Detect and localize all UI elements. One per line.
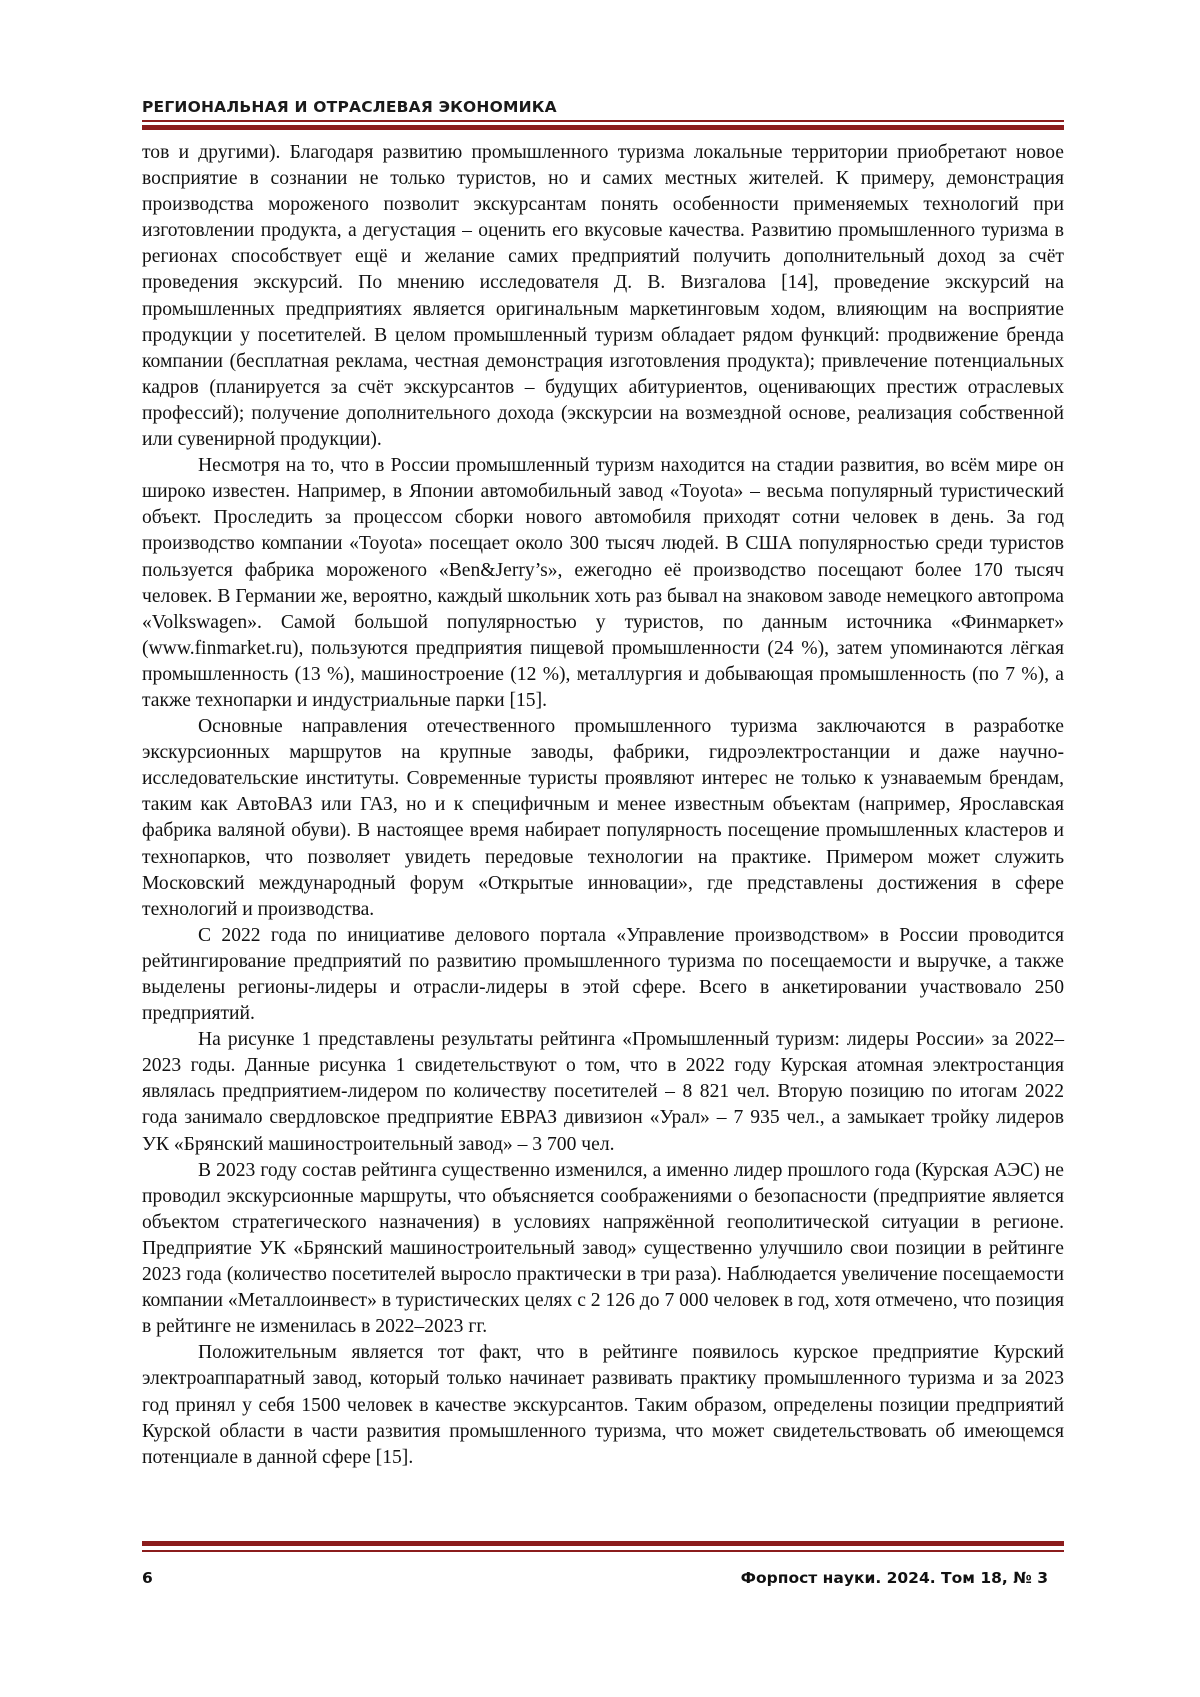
footer-rule-thin xyxy=(142,1550,1064,1552)
page-number: 6 xyxy=(142,1569,153,1587)
paragraph-1: тов и другими). Благодаря развитию промышленного туризма локальные территории приобретают новое восприятие в сознании не только туристов, но и самих местных жителей. К примеру, демонстрация производства мороженого позволит экскурсантам понять особенности применяемых технологий при изготовлении продукта, а дегустация – оценить его вкусовые качества. Развитию промышленного туризма в регионах способствует ещё и желание самих предприятий получить дополнительный доход за счёт проведения экскурсий. По мнению исследователя Д. В. Визгалова [14], проведение экскурсий на промышленных предприятиях является оригинальным маркетинговым ходом, влияющим на восприятие продукции у посетителей. В целом промышленный туризм обладает рядом функций: продвижение бренда компании (бесплатная реклама, честная демонстрация изготовления продукта); привлечение потенциальных кадров (планируется за счёт экскурсантов – будущих абитуриентов, оценивающих престиж отраслевых профессий); получение дополнительного дохода (экскурсии на возмездной основе, реализация собственной или сувенирной продукции). xyxy=(142,140,1064,453)
journal-citation: Форпост науки. 2024. Том 18, № 3 xyxy=(741,1569,1048,1587)
header-rule-thin xyxy=(142,120,1064,122)
paragraph-4: С 2022 года по инициативе делового портала «Управление производством» в России проводится рейтингирование предприятий по развитию промышленного туризма по посещаемости и выручке, а также выделены регионы-лидеры и отрасли-лидеры в этой сфере. Всего в анкетировании участвовало 250 предприятий. xyxy=(142,923,1064,1027)
header-rule-thick xyxy=(142,125,1064,130)
paragraph-6: В 2023 году состав рейтинга существенно изменился, а именно лидер прошлого года (Курская АЭС) не проводил экскурсионные маршруты, что объясняется соображениями о безопасности (предприятие является объектом стратегического назначения) в условиях напряжённой геополитической ситуации в регионе. Предприятие УК «Брянский машиностроительный завод» существенно улучшило свои позиции в рейтинге 2023 года (количество посетителей выросло практически в три раза). Наблюдается увеличение посещаемости компании «Металлоинвест» в туристических целях с 2 126 до 7 000 человек в год, хотя отмечено, что позиция в рейтинге не изменилась в 2022–2023 гг. xyxy=(142,1158,1064,1341)
paragraph-2: Несмотря на то, что в России промышленный туризм находится на стадии развития, во всём мире он широко известен. Например, в Японии автомобильный завод «Toyota» – весьма популярный туристический объект. Проследить за процессом сборки нового автомобиля приходят сотни человек в день. За год производство компании «Toyota» посещает около 300 тысяч людей. В США популярностью среди туристов пользуется фабрика мороженого «Ben&Jerry’s», ежегодно её производство посещают более 170 тысяч человек. В Германии же, вероятно, каждый школьник хоть раз бывал на знаковом заводе немецкого автопрома «Volkswagen». Самой большой популярностью у туристов, по данным источника «Финмаркет» (www.finmarket.ru), пользуются предприятия пищевой промышленности (24 %), затем упоминаются лёгкая промышленность (13 %), машиностроение (12 %), металлургия и добывающая промышленность (по 7 %), а также технопарки и индустриальные парки [15]. xyxy=(142,453,1064,714)
article-body xyxy=(142,140,1064,1471)
running-header-title: РЕГИОНАЛЬНАЯ И ОТРАСЛЕВАЯ ЭКОНОМИКА xyxy=(142,98,557,116)
paragraph-5: На рисунке 1 представлены результаты рейтинга «Промышленный туризм: лидеры России» за 2022–2023 годы. Данные рисунка 1 свидетельствуют о том, что в 2022 году Курская атомная электростанция являлась предприятием-лидером по количеству посетителей – 8 821 чел. Вторую позицию по итогам 2022 года занимало свердловское предприятие ЕВРАЗ дивизион «Урал» – 7 935 чел., а замыкает тройку лидеров УК «Брянский машиностроительный завод» – 3 700 чел. xyxy=(142,1027,1064,1157)
paragraph-7: Положительным является тот факт, что в рейтинге появилось курское предприятие Курский электроаппаратный завод, который только начинает развивать практику промышленного туризма и за 2023 год принял у себя 1500 человек в качестве экскурсантов. Таким образом, определены позиции предприятий Курской области в части развития промышленного туризма, что может свидетельствовать об имеющемся потенциале в данной сфере [15]. xyxy=(142,1340,1064,1470)
journal-page xyxy=(0,0,1200,1697)
footer-rule-thick xyxy=(142,1541,1064,1546)
paragraph-3: Основные направления отечественного промышленного туризма заключаются в разработке экскурсионных маршрутов на крупные заводы, фабрики, гидроэлектростанции и даже научно-исследовательские институты. Современные туристы проявляют интерес не только к узнаваемым брендам, таким как АвтоВАЗ или ГАЗ, но и к специфичным и менее известным объектам (например, Ярославская фабрика валяной обуви). В настоящее время набирает популярность посещение промышленных кластеров и технопарков, что позволяет увидеть передовые технологии на практике. Примером может служить Московский международный форум «Открытые инновации», где представлены достижения в сфере технологий и производства. xyxy=(142,714,1064,923)
